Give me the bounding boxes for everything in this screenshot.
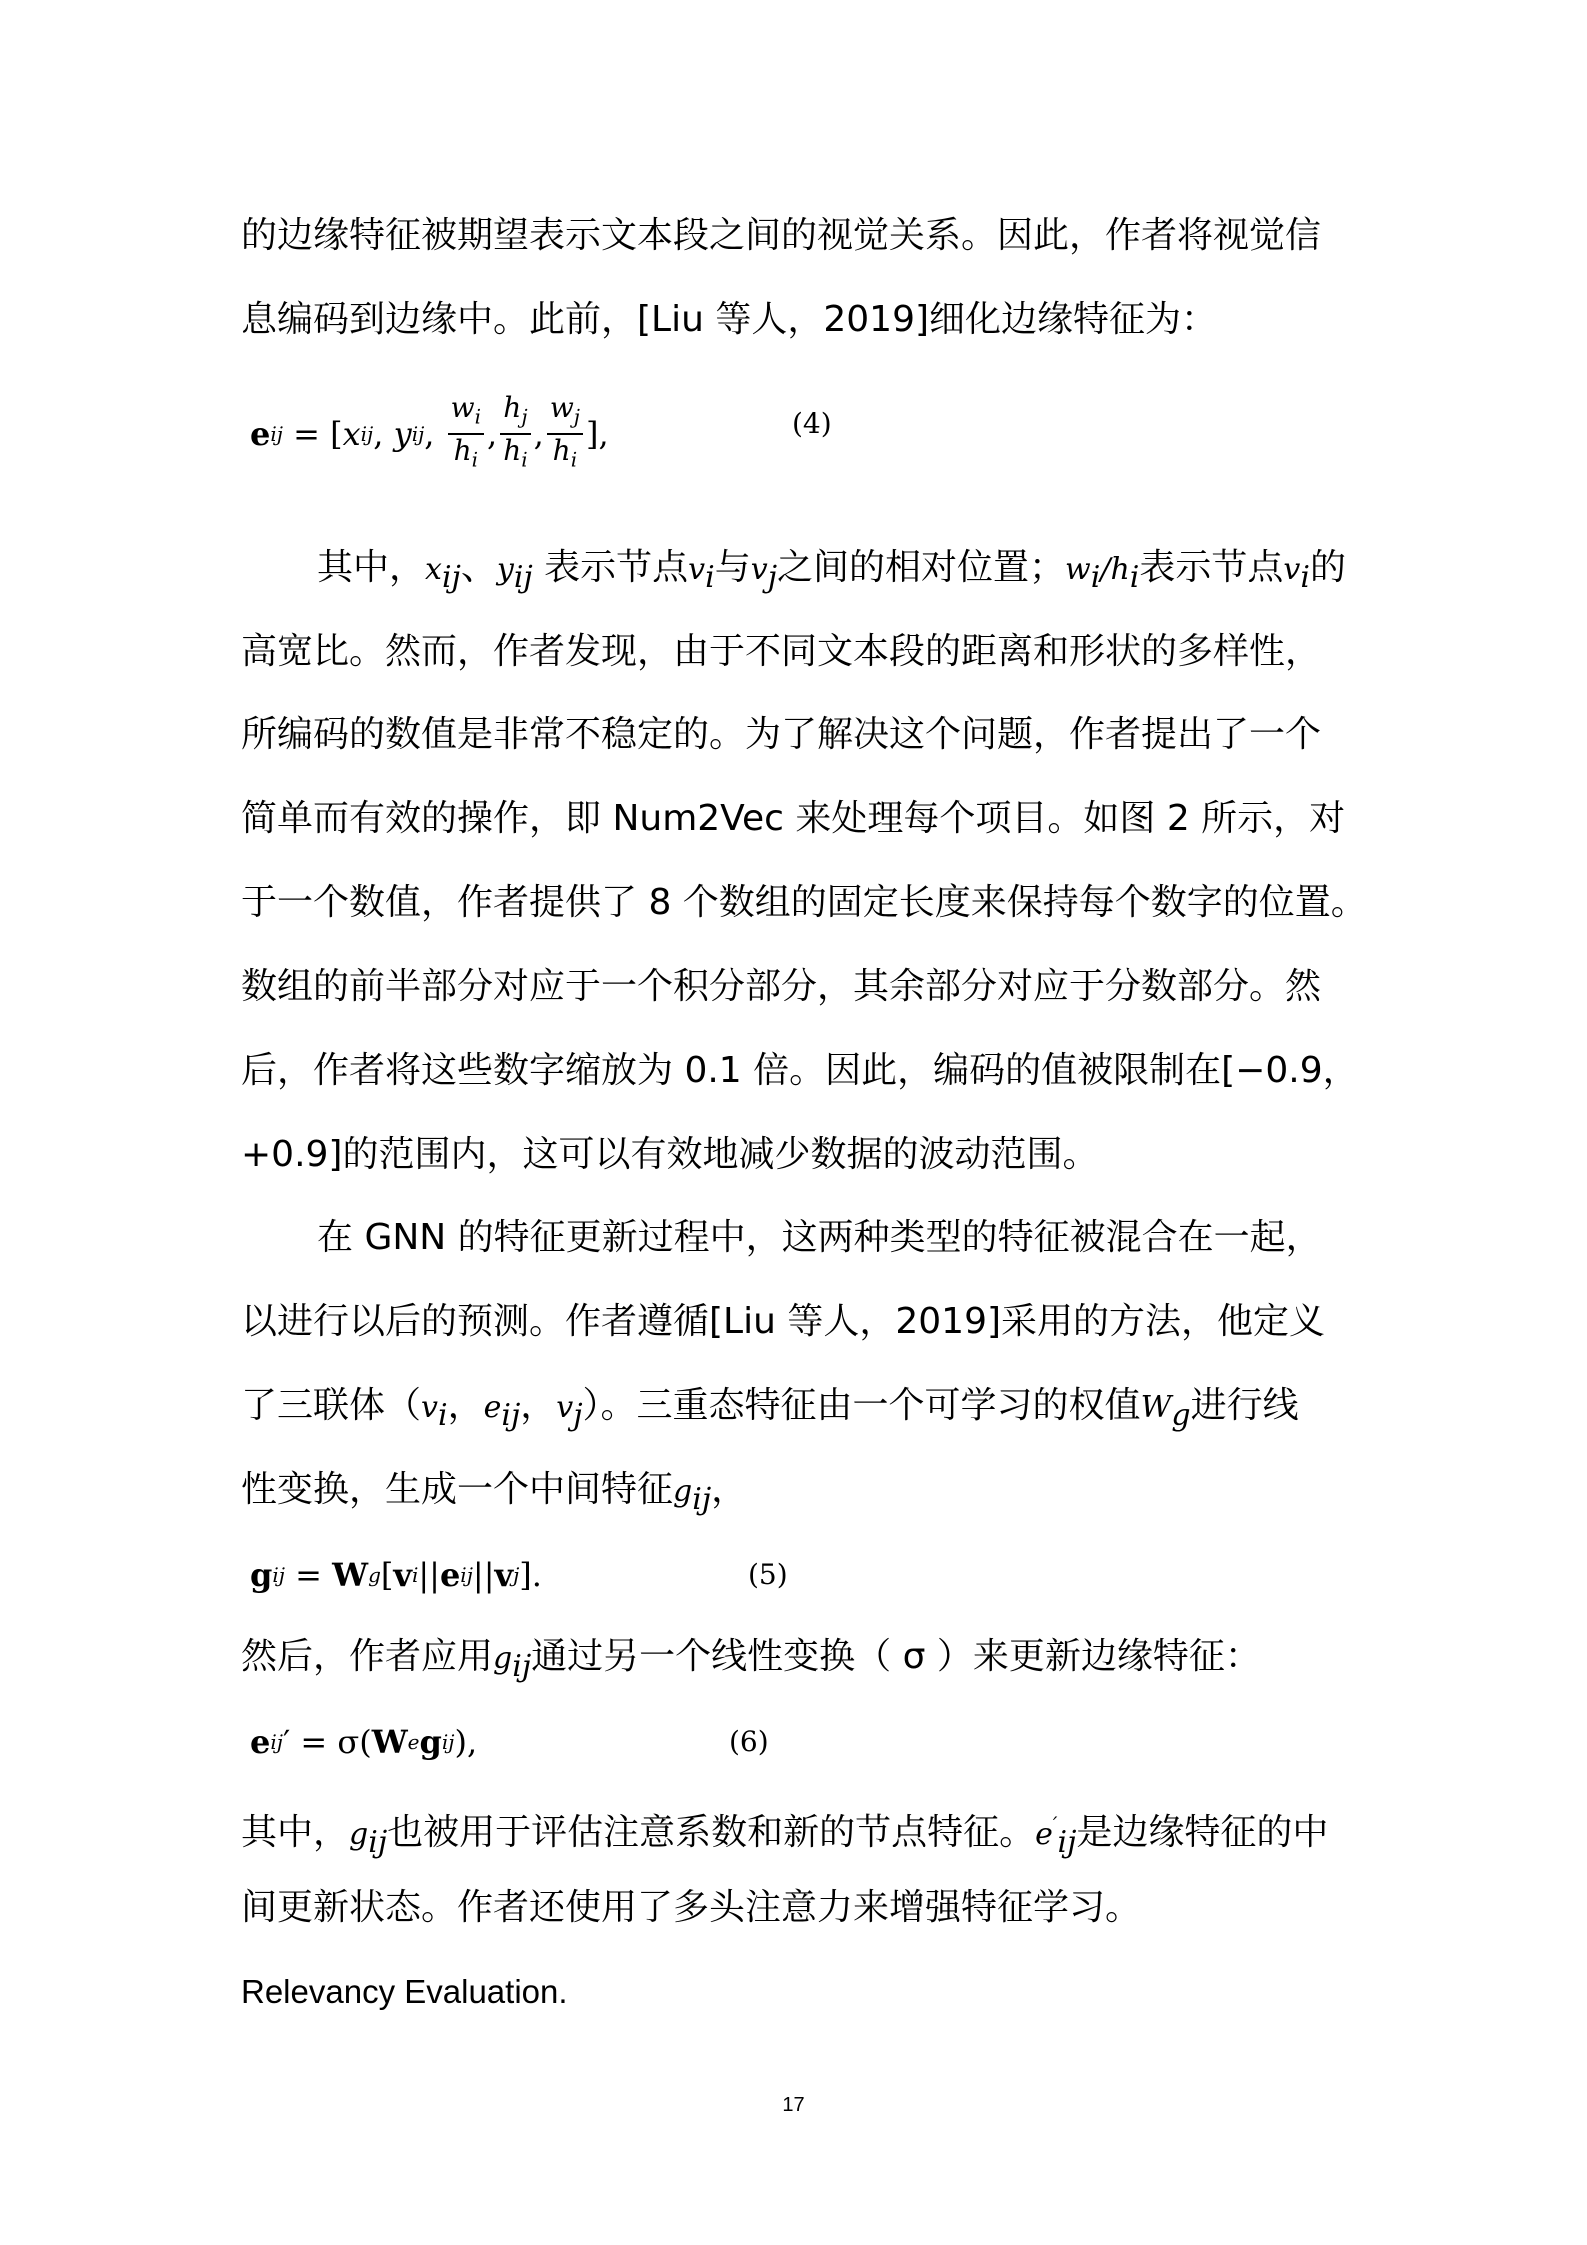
eq6-W: W — [371, 1723, 408, 1761]
paragraph-3-line-3 — [241, 1382, 1361, 1440]
eq5-sep-1: || — [418, 1556, 440, 1594]
eq4-lhs-sub: ij — [270, 421, 283, 446]
eq6-e-sub: ij — [270, 1730, 283, 1754]
eq4-f1-num: w — [450, 391, 475, 424]
page-number: 17 — [782, 2094, 805, 2116]
eq6-prime-equals: ′ = σ( — [282, 1723, 372, 1761]
p5-text-b: 也被用于评估注意系数和新的节点特征。 — [387, 1812, 1036, 1853]
p2-text-e: 之间的相对位置； — [777, 547, 1066, 588]
eq6-g-sub: ij — [441, 1730, 455, 1754]
p5-var-e-prime: ′ — [1052, 1812, 1058, 1836]
p2-var-w: w — [1065, 552, 1091, 587]
paragraph-3-line-2: 以进行以后的预测。作者遵循[Liu 等人，2019]采用的方法，他定义 — [241, 1301, 1326, 1342]
eq5-e-sub: ij — [460, 1563, 473, 1587]
eq4-f2-den: h — [503, 433, 522, 467]
eq4-equals: = [ — [282, 414, 343, 453]
p5-var-e: e — [1035, 1817, 1053, 1852]
eq5-e: e — [439, 1556, 461, 1594]
equation-6-number: (6) — [729, 1725, 769, 1758]
eq5-g-sub: ij — [272, 1563, 285, 1587]
p3-var-w-sub: g — [1171, 1398, 1191, 1434]
p2-var-w-sub: i — [1090, 560, 1101, 596]
p2-var-h: h — [1110, 552, 1130, 587]
p4-text-b: 通过另一个线性变换（ σ ）来更新边缘特征： — [531, 1636, 1261, 1677]
p2-text-b: 、 — [460, 547, 497, 588]
p3-var-v1: v — [421, 1390, 438, 1425]
paragraph-5-line-2: 间更新状态。作者还使用了多头注意力来增强特征学习。 — [241, 1887, 1142, 1928]
equation-4-number: (4) — [792, 407, 832, 440]
eq4-f1-den: h — [453, 433, 472, 467]
paragraph-2-line-5: 于一个数值，作者提供了 8 个数组的固定长度来保持每个数字的位置。 — [241, 882, 1367, 923]
paragraph-1-line-2: 息编码到边缘中。此前，[Liu 等人，2019]细化边缘特征为： — [241, 299, 1218, 340]
eq5-equals: = — [284, 1556, 333, 1594]
eq4-f1-den-sub: i — [471, 447, 479, 472]
eq4-fraction-2 — [500, 392, 530, 475]
p4-var-g-sub: ij — [512, 1649, 532, 1685]
p5-text-a: 其中， — [241, 1812, 350, 1853]
p3-var-e-sub: ij — [501, 1398, 521, 1434]
paragraph-2-line-6: 数组的前半部分对应于一个积分部分，其余部分对应于分数部分。然 — [241, 966, 1322, 1007]
p4-var-g: g — [493, 1641, 513, 1676]
paragraph-2-line-4: 简单而有效的操作，即 Num2Vec 来处理每个项目。如图 2 所示，对 — [241, 798, 1346, 839]
eq5-v1-sub: i — [411, 1563, 419, 1587]
p4-text-a: 然后，作者应用 — [241, 1636, 494, 1677]
p5-var-e-sub: ij — [1057, 1825, 1077, 1861]
p3-text-d: ）。三重态特征由一个可学习的权值 — [582, 1385, 1141, 1426]
p2-text-d: 与 — [714, 547, 751, 588]
p3-text-c: ， — [520, 1385, 557, 1426]
paragraph-4-line-1 — [241, 1633, 1361, 1691]
eq4-fraction-3 — [547, 392, 583, 475]
eq4-y: y — [393, 414, 412, 453]
eq4-f3-num-sub: j — [573, 404, 580, 429]
p2-var-v3-sub: i — [1300, 560, 1310, 596]
eq5-sep-2: || — [472, 1556, 495, 1594]
eq4-f2-num-sub: j — [521, 404, 528, 429]
paragraph-2-line-8: +0.9]的范围内，这可以有效地减少数据的波动范围。 — [241, 1134, 1099, 1175]
paragraph-2-line-7: 后，作者将这些数字缩放为 0.1 倍。因此，编码的值被限制在[−0.9， — [241, 1050, 1359, 1091]
p2-slash: / — [1100, 552, 1111, 587]
eq5-W-sub: g — [368, 1563, 381, 1587]
p2-var-v3: v — [1283, 552, 1301, 587]
eq4-fraction-1 — [448, 392, 484, 475]
p2-var-v1: v — [688, 552, 706, 587]
eq4-close: ], — [585, 414, 609, 453]
eq5-v1: v — [393, 1556, 412, 1594]
paragraph-1-line-1: 的边缘特征被期望表示文本段之间的视觉关系。因此，作者将视觉信 — [241, 215, 1322, 256]
p3-text-b: ， — [447, 1385, 484, 1426]
paragraph-3-line-4 — [241, 1466, 1361, 1524]
p2-text-a: 其中， — [317, 547, 426, 588]
eq5-open: [ — [380, 1556, 394, 1594]
eq6-close: ), — [454, 1723, 478, 1761]
p3-text-f: 进行线 — [1190, 1385, 1299, 1426]
eq4-f3-den: h — [552, 433, 571, 467]
equation-5-number: (5) — [748, 1558, 788, 1591]
eq5-v2-sub: j — [513, 1563, 520, 1587]
eq4-lhs: e — [250, 414, 271, 453]
eq5-v2: v — [494, 1556, 514, 1594]
eq5-g: g — [250, 1556, 273, 1594]
p2-var-y-sub: ij — [513, 560, 533, 596]
eq4-f2-den-sub: i — [521, 447, 528, 472]
p3-var-e: e — [483, 1390, 502, 1425]
p3-var-g-sub: ij — [692, 1482, 712, 1518]
p3-var-g: g — [673, 1474, 693, 1509]
p2-var-x-sub: ij — [441, 560, 461, 596]
p2-var-x: x — [425, 552, 442, 587]
p3-var-v2: v — [556, 1390, 574, 1425]
p2-var-y: y — [496, 552, 514, 587]
p3-var-v2-sub: j — [573, 1398, 583, 1434]
section-heading: Relevancy Evaluation. — [241, 1973, 568, 2010]
p3-var-w: W — [1140, 1390, 1172, 1425]
equation-6 — [250, 1712, 477, 1772]
p5-var-g: g — [349, 1817, 369, 1852]
eq4-comma-1: , — [373, 414, 394, 453]
eq5-close: ]. — [519, 1556, 542, 1594]
eq4-f3-den-sub: i — [570, 447, 578, 472]
eq4-f3-num: w — [549, 391, 574, 424]
paragraph-2-line-1 — [317, 544, 1437, 602]
p2-text-g: 的 — [1309, 547, 1346, 588]
eq4-f2-num: h — [503, 391, 522, 424]
p2-text-f: 表示节点 — [1139, 547, 1284, 588]
p2-var-v1-sub: i — [705, 560, 715, 596]
p3-var-v1-sub: i — [437, 1398, 448, 1434]
eq4-y-sub: ij — [411, 421, 425, 446]
p2-var-v2: v — [750, 552, 768, 587]
p3-text-a: 了三联体（ — [241, 1385, 422, 1426]
eq6-e: e — [250, 1723, 271, 1761]
equation-5 — [250, 1545, 542, 1605]
eq4-x-sub: ij — [360, 421, 374, 446]
eq4-comma-2: , — [424, 414, 445, 453]
eq6-g: g — [419, 1723, 442, 1761]
eq4-x: x — [342, 414, 361, 453]
paragraph-3-line-1: 在 GNN 的特征更新过程中，这两种类型的特征被混合在一起， — [317, 1217, 1322, 1258]
p3-text-l4b: ， — [711, 1469, 748, 1510]
equation-4: e ij = [ x ij , y ij , $\frac{w_i}{h_i}$ , $\frac{h_j}{h_i}$ , $\frac{w_j}{h_i}$ ], — [250, 392, 609, 475]
eq5-W: W — [332, 1556, 369, 1594]
p3-text-l4a: 性变换，生成一个中间特征 — [241, 1469, 674, 1510]
paragraph-5-line-1 — [241, 1800, 1361, 1867]
paragraph-2-line-2: 高宽比。然而，作者发现，由于不同文本段的距离和形状的多样性， — [241, 631, 1322, 672]
p5-var-g-sub: ij — [368, 1825, 388, 1861]
paragraph-2-line-3: 所编码的数值是非常不稳定的。为了解决这个问题，作者提出了一个 — [241, 714, 1322, 755]
eq4-f1-num-sub: i — [474, 404, 482, 429]
p2-text-c: 表示节点 — [532, 547, 689, 588]
p2-var-v2-sub: j — [767, 560, 778, 596]
p2-var-h-sub: i — [1129, 560, 1140, 596]
eq6-W-sub: e — [407, 1730, 420, 1754]
p5-text-c: 是边缘特征的中 — [1076, 1812, 1329, 1853]
